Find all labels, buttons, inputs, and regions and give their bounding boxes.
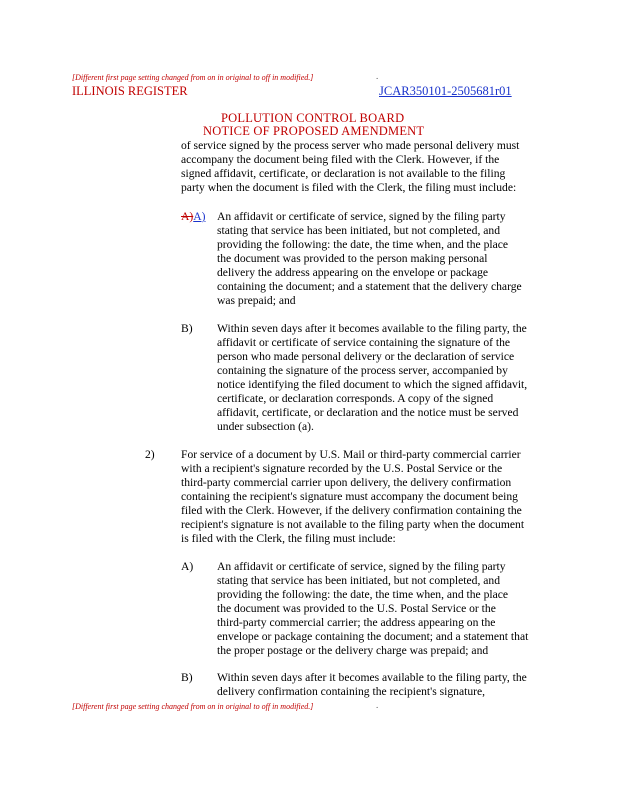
item-line: An affidavit or certificate of service, signed by the filing party xyxy=(217,560,506,573)
item-line: notice identifying the filed document to which the signed affidavit, xyxy=(217,378,528,391)
item-label: 2) xyxy=(145,448,155,461)
item-line: providing the following: the date, the time when, and the place xyxy=(217,588,509,601)
intro-line: accompany the document being filed with the Clerk. However, if the xyxy=(181,153,500,166)
item-line: third-party commercial carrier upon delivery, the delivery confirmation xyxy=(181,476,512,489)
item-line: affidavit or certificate of service containing the signature of the xyxy=(217,336,511,349)
item-label: B) xyxy=(181,322,193,335)
item-line: An affidavit or certificate of service, signed by the filing party xyxy=(217,210,506,223)
item-line: containing the document; and a statement that the delivery charge xyxy=(217,280,522,293)
item-line: the proper postage or the delivery charge was prepaid; and xyxy=(217,644,489,657)
notice-title: NOTICE OF PROPOSED AMENDMENT xyxy=(203,124,425,138)
item-line: delivery the address appearing on the envelope or package xyxy=(217,266,489,279)
item-line: with a recipient's signature recorded by the U.S. Postal Service or the xyxy=(181,462,503,475)
item-line: stating that service has been initiated, but not completed, and xyxy=(217,574,500,587)
item-line: the document was provided to the U.S. Postal Service or the xyxy=(217,602,496,615)
item-line: filed with the Clerk. However, if the delivery confirmation containing the xyxy=(181,504,522,517)
jcar-code-link[interactable]: JCAR350101-2505681r01 xyxy=(379,84,512,98)
item-line: recipient's signature is not available to the filing party when the document xyxy=(181,518,525,531)
item-line: under subsection (a). xyxy=(217,420,314,433)
bottom-setting-note: [Different first page setting changed from on in original to off in modified.] xyxy=(72,702,314,711)
item-line: For service of a document by U.S. Mail or third-party commercial carrier xyxy=(181,448,521,461)
margin-dot: . xyxy=(376,700,379,710)
margin-dot: . xyxy=(376,71,379,81)
item-line: providing the following: the date, the time when, and the place xyxy=(217,238,509,251)
intro-line: party when the document is filed with the Clerk, the filing must include: xyxy=(181,181,517,194)
item-line: delivery confirmation containing the recipient's signature, xyxy=(217,685,486,698)
item-line: envelope or package containing the document; and a statement that xyxy=(217,630,529,643)
register-label: ILLINOIS REGISTER xyxy=(72,84,188,98)
item-line: containing the signature of the process server, accompanied by xyxy=(217,364,508,377)
item-line: Within seven days after it becomes available to the filing party, the xyxy=(217,671,527,684)
deleted-label: A) xyxy=(181,210,194,223)
item-line: certificate, or declaration corresponds. A copy of the signed xyxy=(217,392,494,405)
item-line: is filed with the Clerk, the filing must include: xyxy=(181,532,396,545)
item-label-old xyxy=(181,210,205,224)
top-setting-note: [Different first page setting changed from on in original to off in modified.] xyxy=(72,73,314,82)
inserted-label: A) xyxy=(193,210,206,223)
item-line: Within seven days after it becomes available to the filing party, the xyxy=(217,322,527,335)
item-line: was prepaid; and xyxy=(217,294,296,307)
item-line: affidavit, certificate, or declaration and the notice must be served xyxy=(217,406,519,419)
item-line: containing the recipient's signature must accompany the document being xyxy=(181,490,518,503)
item-line: person who made personal delivery or the declaration of service xyxy=(217,350,515,363)
item-label: A) xyxy=(181,560,194,573)
item-line: the document was provided to the person making personal xyxy=(217,252,488,265)
intro-line: of service signed by the process server who made personal delivery must xyxy=(181,139,520,152)
item-line: third-party commercial carrier; the address appearing on the xyxy=(217,616,496,629)
intro-line: signed affidavit, certificate, or declaration is not available to the filing xyxy=(181,167,506,180)
item-line: stating that service has been initiated, but not completed, and xyxy=(217,224,500,237)
agency-title: POLLUTION CONTROL BOARD xyxy=(221,111,405,125)
item-label: B) xyxy=(181,671,193,684)
